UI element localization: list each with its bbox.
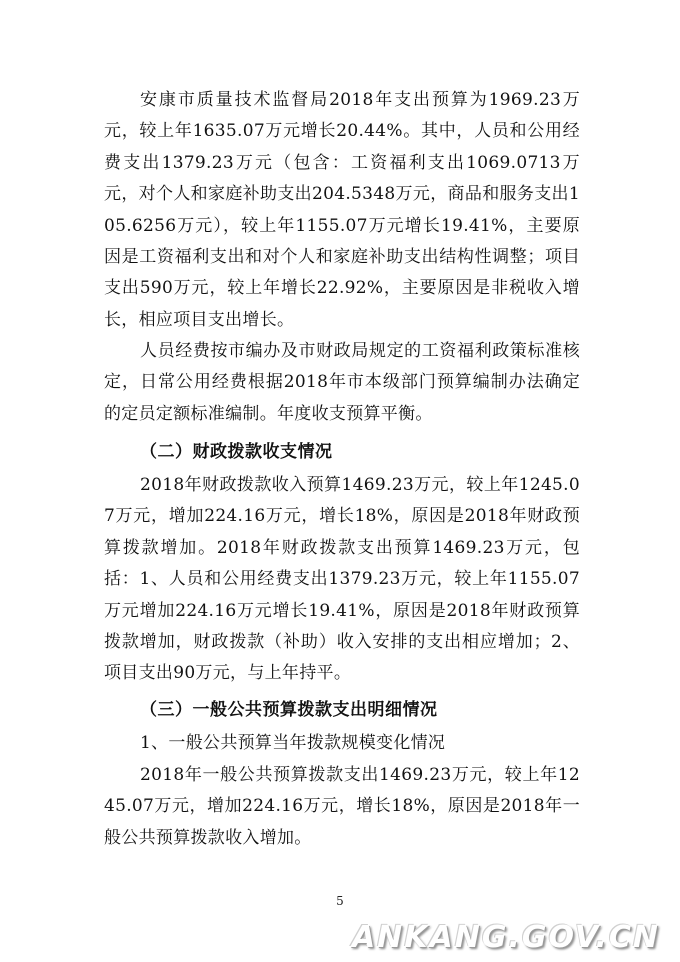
heading-fiscal-appropriation: （二）财政拨款收支情况 xyxy=(140,442,333,462)
site-watermark: ANKANG.GOV.CN xyxy=(351,920,660,955)
subheading-budget-scale-change: 1、一般公共预算当年拨款规模变化情况 xyxy=(140,733,446,753)
paragraph-general-budget-detail: 2018年一般公共预算拨款支出1469.23万元，较上年1245.07万元，增加224.16万元，增长18%，原因是2018年一般公共预算拨款收入增加。 xyxy=(104,765,580,848)
paragraph-personnel-funding: 人员经费按市编办及市财政局规定的工资福利政策标准核定，日常公用经费根据2018年市本级部门预算编制办法确定的定员定额标准编制。年度收支预算平衡。 xyxy=(104,341,580,424)
paragraph-fiscal-appropriation: 2018年财政拨款收入预算1469.23万元，较上年1245.07万元，增加224.16万元，增长18%，原因是2018年财政预算拨款增加。2018年财政拨款支出预算1469.23万元，包括：1、人员和公用经费支出1379.23万元，较上年1155.07万元增加224.16万元增长19.41%，原因是2018年财政预算拨款增加，财政拨款（补助）收入安排的支出相应增加；2、项目支出90万元，与上年持平。 xyxy=(104,475,580,684)
paragraph-expenditure-budget: 安康市质量技术监督局2018年支出预算为1969.23万元，较上年1635.07万元增长20.44%。其中，人员和公用经费支出1379.23万元（包含：工资福利支出1069.0713万元，对个人和家庭补助支出204.5348万元，商品和服务支出105.6256万元），较上年1155.07万元增长19.41%，主要原因是工资福利支出和对个人和家庭补助支出结构性调整；项目支出590万元，较上年增长22.92%，主要原因是非税收入增长，相应项目支出增长。 xyxy=(104,90,580,330)
page-number: 5 xyxy=(336,894,344,908)
heading-general-public-budget: （三）一般公共预算拨款支出明细情况 xyxy=(140,700,438,720)
